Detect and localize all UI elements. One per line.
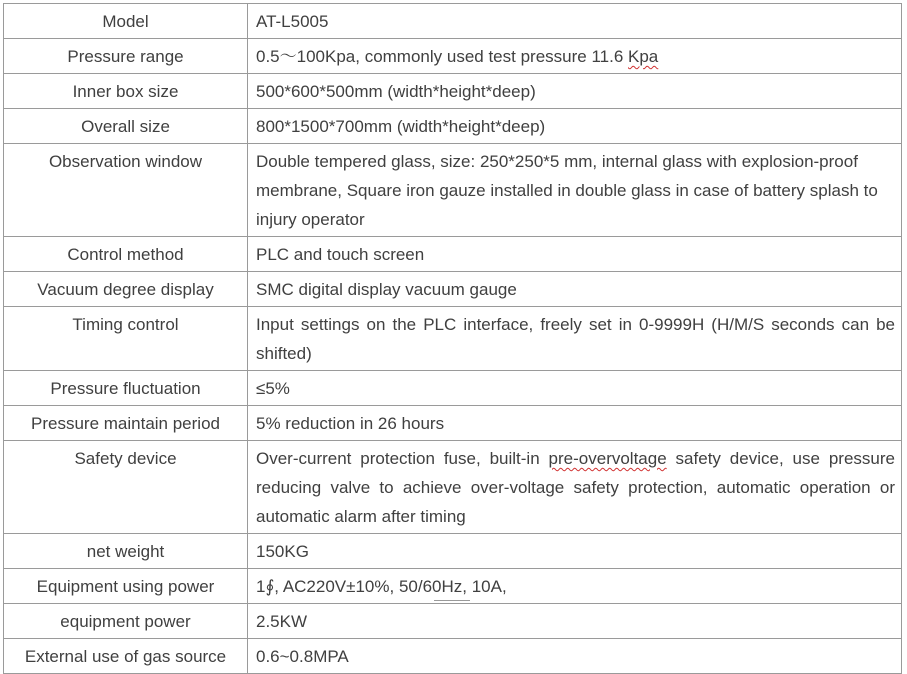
row-label: Timing control	[4, 307, 248, 371]
page-edge-mark	[434, 600, 470, 601]
table-row	[4, 639, 902, 674]
spellcheck-marked-word: Kpa	[628, 47, 659, 66]
value-text: 0.5～100Kpa, commonly used test pressure 11.6	[256, 47, 628, 66]
row-label: Model	[4, 4, 248, 39]
table-row	[4, 406, 902, 441]
table-row	[4, 441, 902, 534]
row-label: Overall size	[4, 109, 248, 144]
table-row	[4, 237, 902, 272]
table-row	[4, 4, 902, 39]
row-value: Double tempered glass, size: 250*250*5 mm, internal glass with explosion-proof membrane, Square iron gauze installed in double glass in case of battery splash to injury operator	[248, 144, 902, 237]
row-label: Pressure maintain period	[4, 406, 248, 441]
table-row	[4, 144, 902, 237]
table-row	[4, 74, 902, 109]
row-label: net weight	[4, 534, 248, 569]
row-value: 5% reduction in 26 hours	[248, 406, 902, 441]
table-row	[4, 534, 902, 569]
row-label: Vacuum degree display	[4, 272, 248, 307]
table-row	[4, 39, 902, 74]
row-value: PLC and touch screen	[248, 237, 902, 272]
spellcheck-marked-word: pre-overvoltage	[548, 449, 667, 468]
row-value: 150KG	[248, 534, 902, 569]
value-text: safety device, use pressure reducing valve to achieve over-voltage safety protection, automatic operation or automatic alarm after timing	[256, 449, 895, 526]
row-value	[248, 39, 902, 74]
value-text: Over-current protection fuse, built-in	[256, 449, 549, 468]
row-value: 1∮, AC220V±10%, 50/60Hz, 10A,	[248, 569, 902, 604]
row-value	[248, 441, 902, 534]
row-label: Control method	[4, 237, 248, 272]
row-label: Equipment using power	[4, 569, 248, 604]
row-value: 500*600*500mm (width*height*deep)	[248, 74, 902, 109]
row-label: Pressure range	[4, 39, 248, 74]
row-label: External use of gas source	[4, 639, 248, 674]
row-value: ≤5%	[248, 371, 902, 406]
row-label: Pressure fluctuation	[4, 371, 248, 406]
table-row	[4, 307, 902, 371]
row-value: Input settings on the PLC interface, freely set in 0-9999H (H/M/S seconds can be shifted)	[248, 307, 902, 371]
spec-table-body	[4, 4, 902, 674]
table-row	[4, 569, 902, 604]
row-label: equipment power	[4, 604, 248, 639]
row-label: Safety device	[4, 441, 248, 534]
row-value: 0.6~0.8MPA	[248, 639, 902, 674]
row-value: 800*1500*700mm (width*height*deep)	[248, 109, 902, 144]
row-label: Inner box size	[4, 74, 248, 109]
table-row	[4, 604, 902, 639]
row-value: AT-L5005	[248, 4, 902, 39]
table-row	[4, 109, 902, 144]
table-row	[4, 272, 902, 307]
table-row	[4, 371, 902, 406]
row-value: 2.5KW	[248, 604, 902, 639]
row-value: SMC digital display vacuum gauge	[248, 272, 902, 307]
spec-table	[3, 3, 902, 674]
row-label: Observation window	[4, 144, 248, 237]
